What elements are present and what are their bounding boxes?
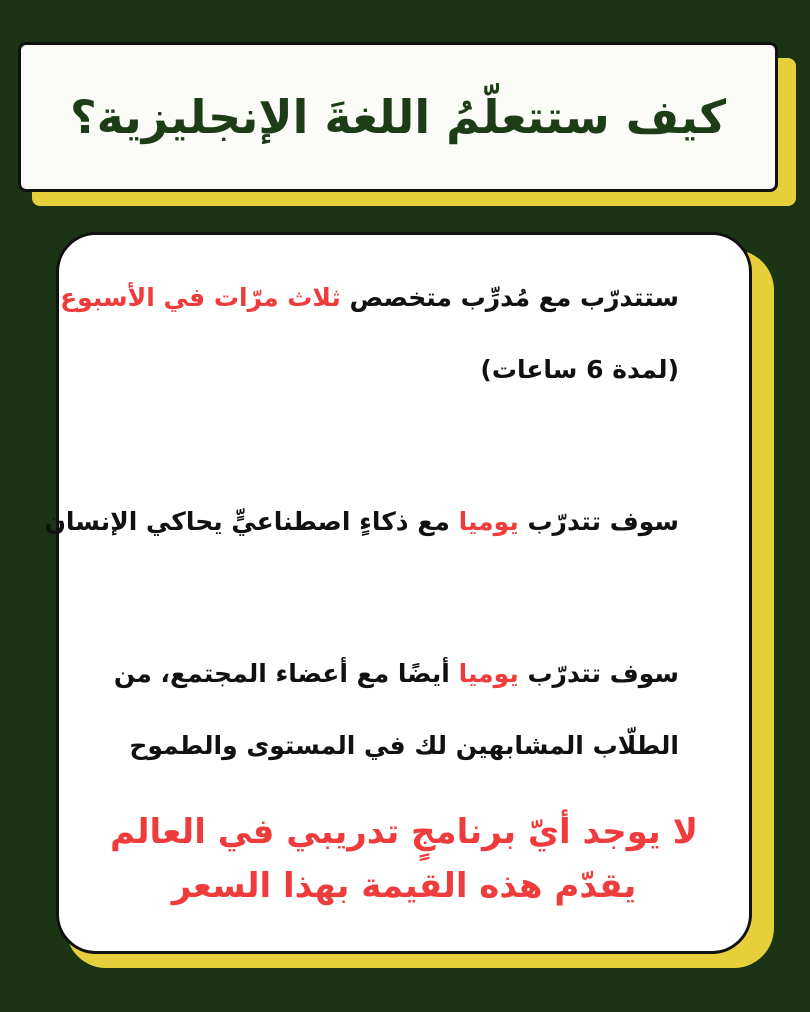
point-2-highlight: يوميا [458, 507, 519, 536]
title-card [18, 42, 778, 192]
closing-line-1: لا يوجد أيّ برنامجٍ تدريبي في العالم [110, 812, 698, 852]
point-1-line-1 [60, 283, 679, 312]
point-3-line-2: الطلّاب المشابهين لك في المستوى والطموح [129, 731, 679, 760]
point-3-text-after: أيضًا مع أعضاء المجتمع، من [113, 659, 459, 688]
closing-line-2: يقدّم هذه القيمة بهذا السعر [171, 866, 637, 906]
point-1-line-2: (لمدة 6 ساعات) [480, 355, 679, 384]
point-3-line-1 [114, 659, 679, 688]
point-3-text-before: سوف تتدرّب [518, 659, 679, 688]
point-3-highlight: يوميا [458, 659, 519, 688]
point-2-text-before: سوف تتدرّب [518, 507, 679, 536]
point-1-text: ستتدرّب مع مُدرِّب متخصص [340, 283, 679, 312]
point-1-highlight: ثلاث مرّات في الأسبوع [60, 283, 341, 312]
page-title: كيف ستتعلّمُ اللغةَ الإنجليزية؟ [69, 90, 727, 144]
point-2-text-after: مع ذكاءٍ اصطناعيٍّ يحاكي الإنسان [44, 507, 459, 536]
point-2-line [45, 507, 679, 536]
